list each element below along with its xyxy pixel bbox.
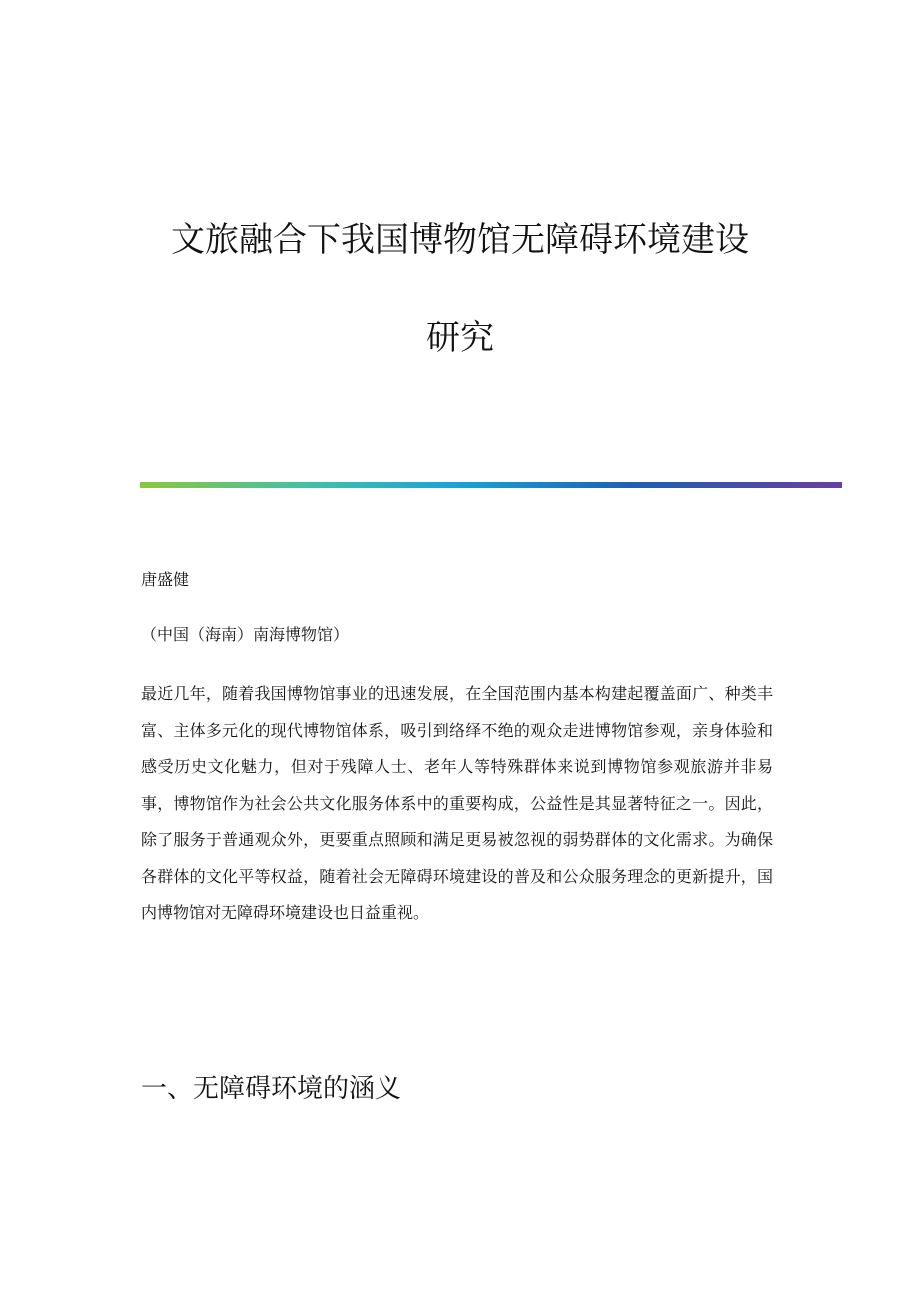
author-affiliation: （中国（海南）南海博物馆） — [141, 625, 350, 644]
document-title-line-1: 文旅融合下我国博物馆无障碍环境建设 — [171, 220, 749, 260]
document-title-line-2: 研究 — [426, 318, 494, 358]
intro-paragraph: 最近几年，随着我国博物馆事业的迅速发展，在全国范围内基本构建起覆盖面广、种类丰富、主体多元化的现代博物馆体系，吸引到络绎不绝的观众走进博物馆参观，亲身体验和感受历史文化魅力，但对于残障人士、老年人等特殊群体来说到博物馆参观旅游并非易事，博物馆作为社会公共文化服务体系中的重要构成，公益性是其显著特征之一。因此，除了服务于普通观众外，更要重点照顾和满足更易被忽视的弱势群体的文化需求。为确保各群体的文化平等权益，随着社会无障碍环境建设的普及和公众服务理念的更新提升，国内博物馆对无障碍环境建设也日益重视。 — [141, 684, 773, 922]
section-heading: 一、无障碍环境的涵义 — [141, 1074, 402, 1104]
title-divider — [140, 482, 842, 488]
author-name: 唐盛健 — [141, 570, 190, 589]
